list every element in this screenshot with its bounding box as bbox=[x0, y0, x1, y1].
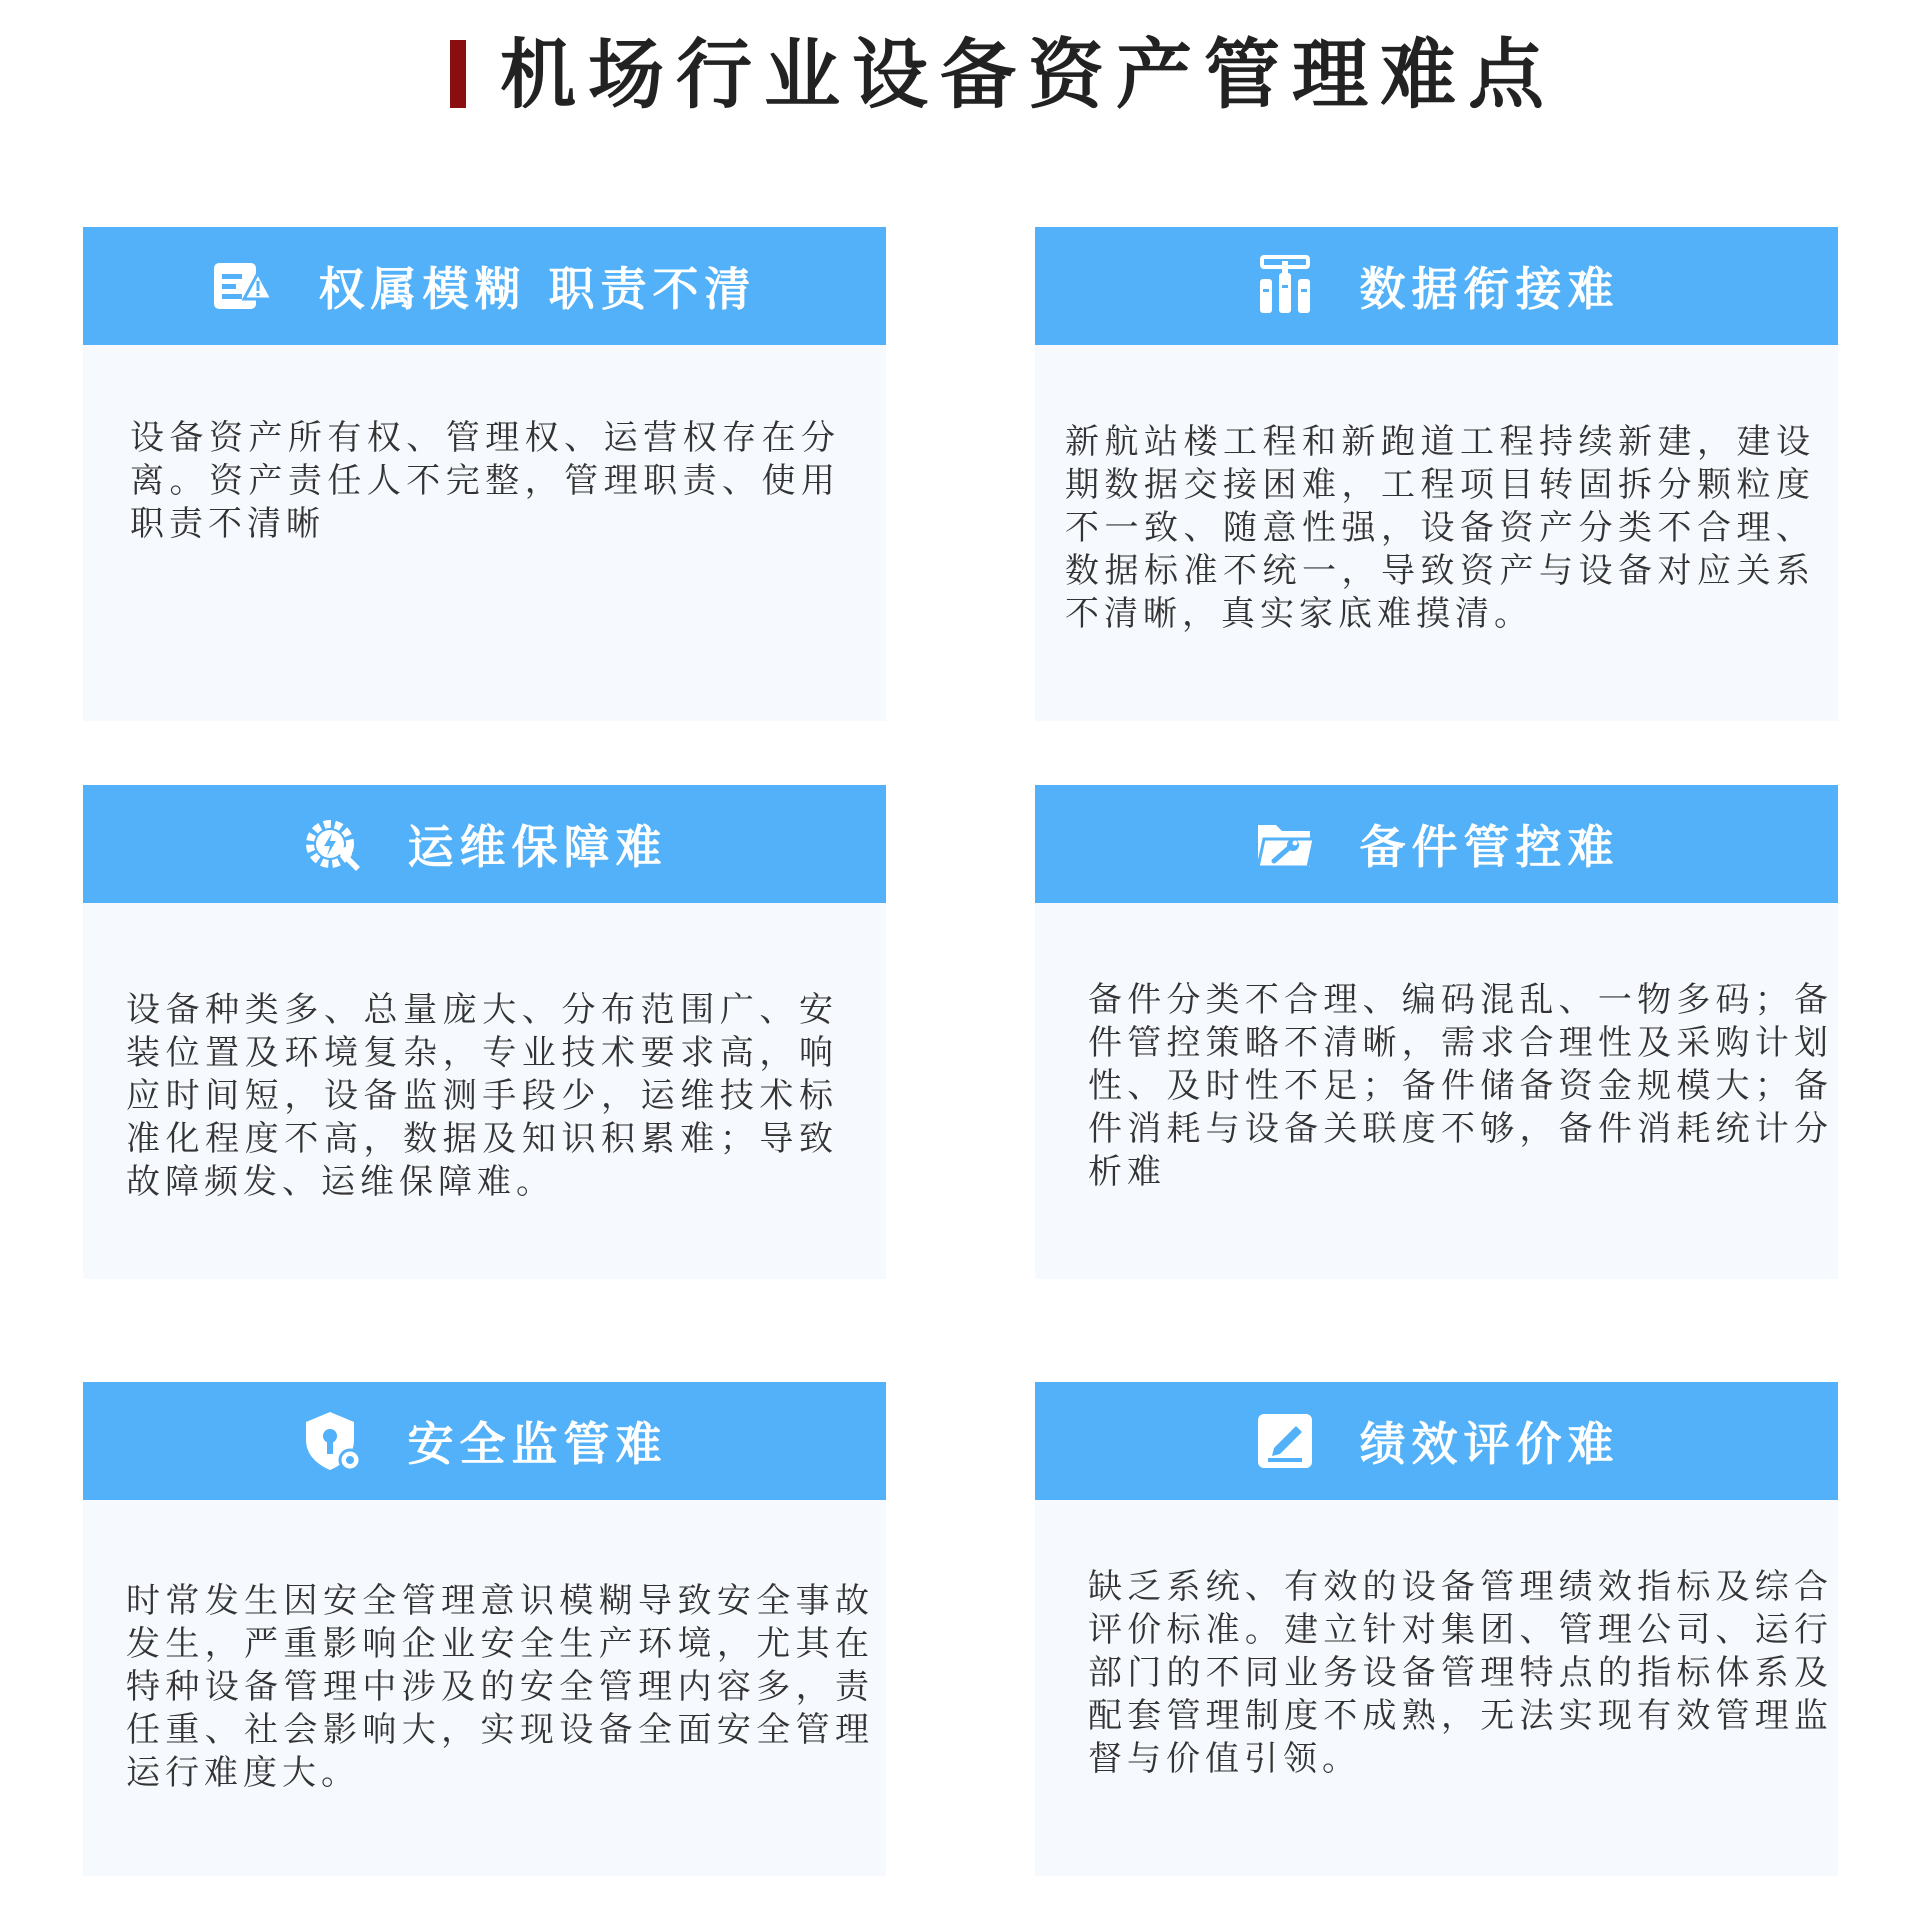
card-title: 运维保障难 bbox=[407, 820, 668, 874]
card-body-text: 设备种类多、总量庞大、分布范围广、安装位置及环境复杂，专业技术要求高，响应时间短，设备监测手段少，运维技术标准化程度不高，数据及知识积累难；导致故障频发、运维保障难。 bbox=[126, 990, 838, 1202]
card-body-text: 时常发生因安全管理意识模糊导致安全事故发生，严重影响企业安全生产环境，尤其在特种设备管理中涉及的安全管理内容多，责任重、社会影响大，实现设备全面安全管理运行难度大。 bbox=[126, 1581, 874, 1793]
document-warning-icon bbox=[212, 255, 274, 317]
card-title: 数据衔接难 bbox=[1359, 262, 1620, 316]
card-spare-parts bbox=[1035, 785, 1838, 1279]
card-body-text: 新航站楼工程和新跑道工程持续新建，建设期数据交接困难，工程项目转固拆分颗粒度不一致、随意性强，设备资产分类不合理、数据标准不统一，导致资产与设备对应关系不清晰，真实家底难摸清。 bbox=[1065, 422, 1815, 634]
card-body-text: 设备资产所有权、管理权、运营权存在分离。资产责任人不完整，管理职责、使用职责不清晰 bbox=[130, 418, 840, 544]
card-body-text: 备件分类不合理、编码混乱、一物多码；备件管控策略不清晰，需求合理性及采购计划性、及时性不足；备件储备资金规模大；备件消耗与设备关联度不够，备件消耗统计分析难 bbox=[1088, 980, 1833, 1192]
card-header bbox=[83, 227, 886, 345]
card-header bbox=[1035, 785, 1838, 903]
page-header bbox=[0, 30, 1919, 140]
card-header bbox=[83, 1382, 886, 1500]
card-title: 绩效评价难 bbox=[1359, 1417, 1620, 1471]
data-bars-icon bbox=[1254, 255, 1316, 317]
card-title: 权属模糊 职责不清 bbox=[318, 262, 757, 316]
card-ownership bbox=[83, 227, 886, 721]
card-safety-supervision bbox=[83, 1382, 886, 1876]
card-performance-evaluation bbox=[1035, 1382, 1838, 1876]
gear-wrench-icon bbox=[302, 813, 364, 875]
card-operation-maintenance bbox=[83, 785, 886, 1279]
page-title: 机场行业设备资产管理难点 bbox=[500, 30, 1556, 119]
title-accent-bar bbox=[450, 40, 466, 108]
card-title: 备件管控难 bbox=[1359, 820, 1620, 874]
card-data-integration bbox=[1035, 227, 1838, 721]
card-body-text: 缺乏系统、有效的设备管理绩效指标及综合评价标准。建立针对集团、管理公司、运行部门的不同业务设备管理特点的指标体系及配套管理制度不成熟，无法实现有效管理监督与价值引领。 bbox=[1088, 1567, 1833, 1779]
card-header bbox=[1035, 227, 1838, 345]
card-header bbox=[1035, 1382, 1838, 1500]
card-title: 安全监管难 bbox=[407, 1417, 668, 1471]
shield-lock-icon bbox=[302, 1410, 364, 1472]
edit-pen-icon bbox=[1254, 1410, 1316, 1472]
folder-wrench-icon bbox=[1254, 813, 1316, 875]
card-header bbox=[83, 785, 886, 903]
